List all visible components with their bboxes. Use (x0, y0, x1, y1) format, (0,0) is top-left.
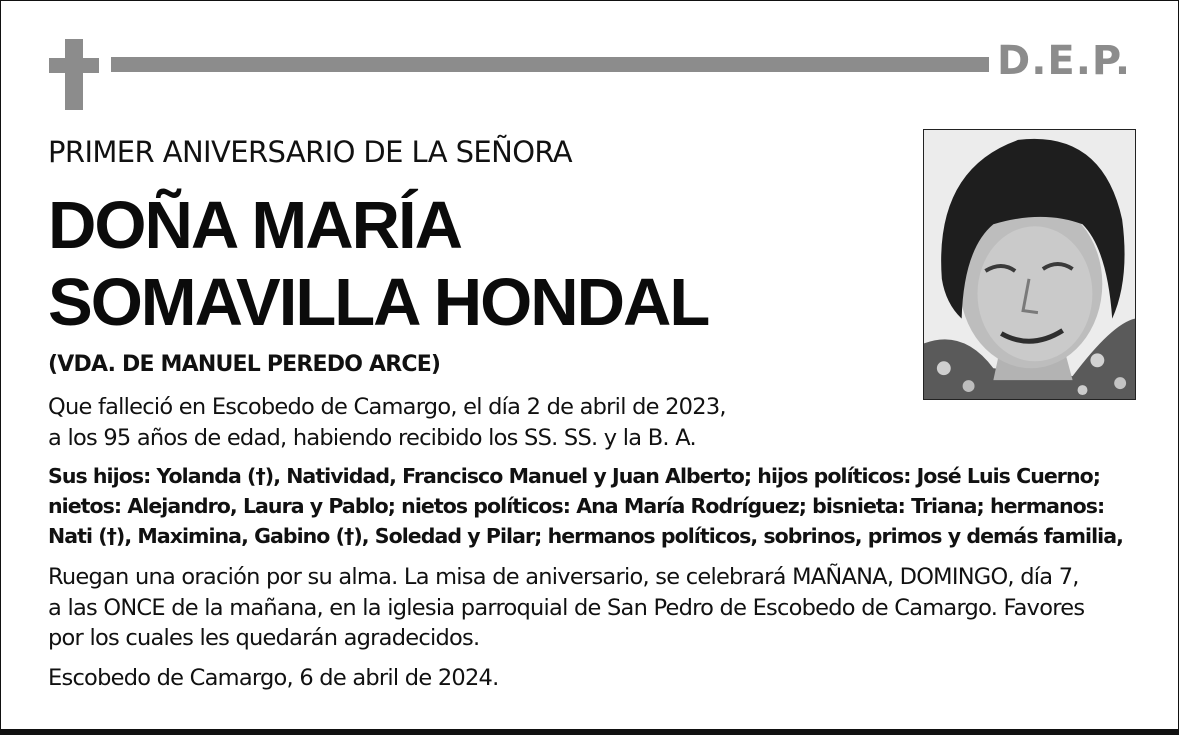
place-date: Escobedo de Camargo, 6 de abril de 2024. (48, 665, 499, 691)
family-line: Nati (†), Maximina, Gabino (†), Soledad y Pilar; hermanos políticos, sobrinos, primos y demás familia, (48, 524, 1123, 548)
mass-info-line: a las ONCE de la mañana, en la iglesia parroquial de San Pedro de Escobedo de Camargo. Favores (48, 595, 1085, 621)
family-line: nietos: Alejandro, Laura y Pablo; nietos políticos: Ana María Rodríguez; bisnieta: Triana; hermanos: (48, 494, 1105, 518)
family-line: Sus hijos: Yolanda (†), Natividad, Francisco Manuel y Juan Alberto; hijos políticos: José Luis Cuerno; (48, 464, 1100, 488)
mass-info-line: por los cuales les quedarán agradecidos. (48, 625, 480, 651)
notice-subtitle: PRIMER ANIVERSARIO DE LA SEÑORA (48, 135, 573, 169)
header-rule (111, 57, 989, 72)
cross-icon (49, 39, 99, 110)
death-info-line: Que falleció en Escobedo de Camargo, el día 2 de abril de 2023, (48, 394, 726, 420)
widow-of-line: (VDA. DE MANUEL PEREDO ARCE) (48, 352, 441, 377)
deceased-name-line1: DOÑA MARÍA (48, 188, 461, 263)
dep-label: D.E.P. (997, 38, 1132, 84)
portrait-photo (923, 129, 1136, 400)
mass-info-line: Ruegan una oración por su alma. La misa de aniversario, se celebrará MAÑANA, DOMINGO, día 7, (48, 564, 1079, 590)
death-info-line: a los 95 años de edad, habiendo recibido los SS. SS. y la B. A. (48, 425, 696, 451)
deceased-name-line2: SOMAVILLA HONDAL (48, 265, 709, 340)
